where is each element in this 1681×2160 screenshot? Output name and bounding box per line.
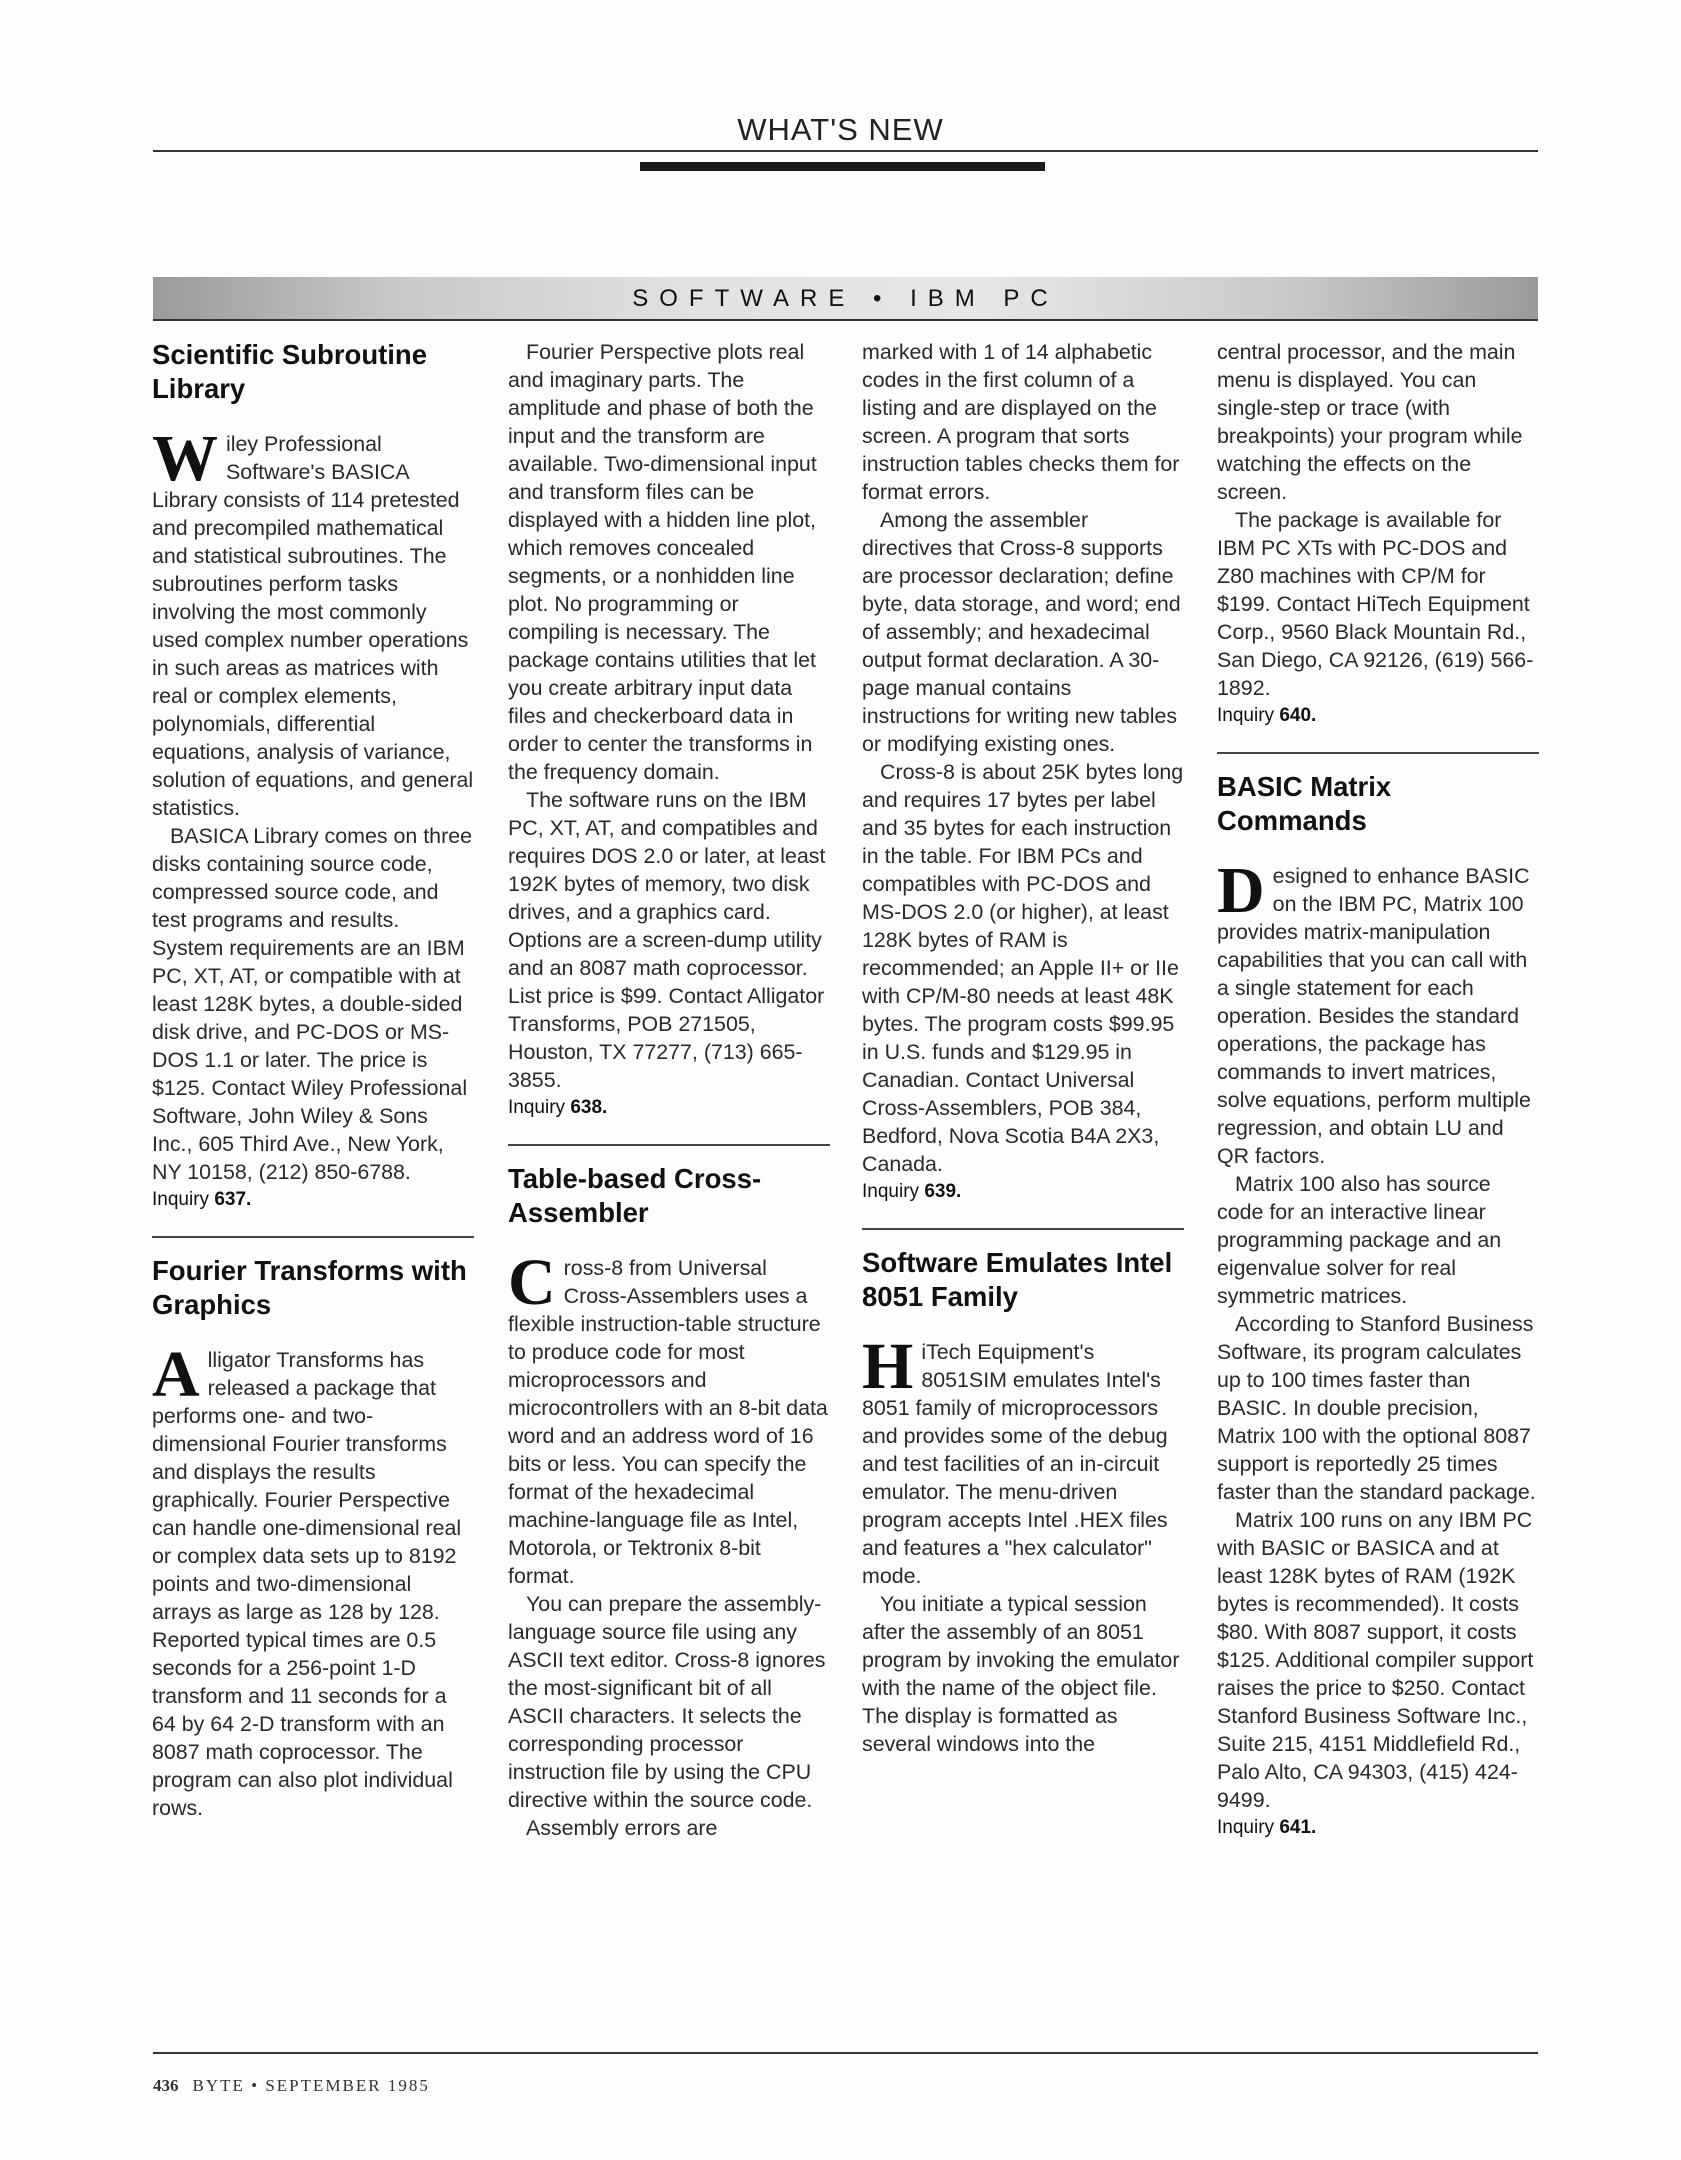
article-paragraph: Matrix 100 also has source code for an interactive linear programming package and an eigenvalue solver for real symmetric matrices.	[1217, 1172, 1502, 1308]
inquiry-label: Inquiry	[862, 1181, 920, 1202]
article-paragraph	[862, 1330, 1184, 1590]
article-separator	[508, 1144, 830, 1146]
inquiry-label: Inquiry	[1217, 705, 1275, 726]
column-3	[862, 338, 1184, 1758]
publication-line: BYTE • SEPTEMBER 1985	[192, 2076, 430, 2095]
article-paragraph: You initiate a typical session after the assembly of an 8051 program by invoking the emulator with the name of the object file. The display is formatted as several windows into the	[862, 1592, 1180, 1756]
article-paragraph: You can prepare the assembly-language source file using any ASCII text editor. Cross-8 ignores the most-significant bit of all ASCII characters. It selects the corresponding processor instruction file by using the CPU directive within the source code.	[508, 1592, 826, 1812]
inquiry-number: 638.	[570, 1097, 608, 1118]
article-title-basic-matrix: BASIC Matrix Commands	[1217, 771, 1392, 836]
article-paragraph	[152, 422, 474, 822]
article-title-scientific-subroutine: Scientific Subroutine Library	[152, 339, 428, 404]
article-title-8051-emulator: Software Emulates Intel 8051 Family	[862, 1247, 1173, 1312]
drop-cap: W	[152, 422, 218, 495]
inquiry-line	[862, 1178, 1184, 1206]
article-paragraph: BASICA Library comes on three disks containing source code, compressed source code, and test programs and results. System requirements are an IBM PC, XT, AT, or compatible with at least 128K bytes, a double-sided disk drive, and PC-DOS or MS-DOS 1.1 or later. The price is $125. Contact Wiley Professional Software, John Wiley & Sons Inc., 605 Third Ave., New York, NY 10158, (212) 850-6788.	[152, 824, 472, 1184]
inquiry-number: 641.	[1279, 1817, 1317, 1838]
article-paragraph: Cross-8 is about 25K bytes long and requires 17 bytes per label and 35 bytes for each instruction in the table. For IBM PCs and compatibles with PC-DOS and MS-DOS 2.0 (or higher), at least 128K bytes of RAM is recommended; an Apple II+ or IIe with CP/M-80 needs at least 48K bytes. The program costs $99.95 in U.S. funds and $129.95 in Canadian. Contact Universal Cross-Assemblers, POB 384, Bedford, Nova Scotia B4A 2X3, Canada.	[862, 760, 1184, 1176]
header-rule	[153, 150, 1538, 152]
inquiry-number: 637.	[214, 1189, 252, 1210]
inquiry-label: Inquiry	[152, 1189, 210, 1210]
article-paragraph: Matrix 100 runs on any IBM PC with BASIC or BASICA and at least 128K bytes of RAM (192K bytes is recommended). It costs $80. With 8087 support, it costs $125. Additional compiler support raises the price to $250. Contact Stanford Business Software Inc., Suite 215, 4151 Middlefield Rd., Palo Alto, CA 94303, (415) 424-9499.	[1217, 1508, 1534, 1812]
article-title-fourier-transforms: Fourier Transforms with Graphics	[152, 1255, 467, 1320]
column-2	[508, 338, 830, 1842]
paragraph-text: lligator Transforms has released a package that performs one- and two-dimensional Fourier transforms and displays the results graphically. Fourier Perspective can handle one-dimensional real or complex data sets up to 8192 points and two-dimensional arrays as large as 128 by 128. Reported typical times are 0.5 seconds for a 256-point 1-D transform and 11 seconds for a 64 by 64 2-D transform with an 8087 math coprocessor. The program can also plot individual rows.	[152, 1348, 462, 1820]
footer-rule	[153, 2052, 1538, 2054]
section-band	[153, 277, 1538, 321]
paragraph-text: iley Professional Software's BASICA Library consists of 114 pretested and precompiled mathematical and statistical subroutines. The subroutines perform tasks involving the most commonly used complex number operations in such areas as matrices with real or complex elements, polynomials, differential equations, analysis of variance, solution of equations, and general statistics.	[152, 432, 474, 820]
article-paragraph	[1217, 854, 1539, 1170]
article-paragraph: Assembly errors are	[526, 1816, 718, 1840]
inquiry-label: Inquiry	[1217, 1817, 1275, 1838]
inquiry-number: 640.	[1279, 705, 1317, 726]
section-label: SOFTWARE • IBM PC	[632, 285, 1059, 312]
column-4	[1217, 338, 1539, 1842]
article-paragraph: Among the assembler directives that Cross-8 supports are processor declaration; define byte, data storage, and word; end of assembly; and hexadecimal output format declaration. A 30-page manual contains instructions for writing new tables or modifying existing ones.	[862, 508, 1181, 756]
page-section-title: WHAT'S NEW	[737, 112, 944, 147]
drop-cap: D	[1217, 854, 1265, 927]
article-separator	[1217, 752, 1539, 754]
article-paragraph: According to Stanford Business Software, its program calculates up to 100 times faster than BASIC. In double precision, Matrix 100 with the optional 8087 support is reportedly 25 times faster than the standard package.	[1217, 1312, 1536, 1504]
inquiry-line	[152, 1186, 474, 1214]
paragraph-text: esigned to enhance BASIC on the IBM PC, Matrix 100 provides matrix-manipulation capabilities that you can call with a single statement for each operation. Besides the standard operations, the package has commands to invert matrices, solve equations, perform multiple regression, and obtain LU and QR factors.	[1217, 864, 1531, 1168]
article-paragraph: Fourier Perspective plots real and imaginary parts. The amplitude and phase of both the input and the transform are available. Two-dimensional input and transform files can be displayed with a hidden line plot, which removes concealed segments, or a nonhidden line plot. No programming or compiling is necessary. The package contains utilities that let you create arbitrary input data files and checkerboard data in order to center the transforms in the frequency domain.	[508, 340, 817, 784]
article-paragraph	[152, 1338, 474, 1822]
article-paragraph	[508, 1246, 830, 1590]
page-footer	[153, 2076, 430, 2096]
inquiry-line	[508, 1094, 830, 1122]
paragraph-text: iTech Equipment's 8051SIM emulates Intel's 8051 family of microprocessors and provides some of the debug and test facilities of an in-circuit emulator. The menu-driven program accepts Intel .HEX files and features a "hex calculator" mode.	[862, 1340, 1168, 1588]
article-paragraph: The software runs on the IBM PC, XT, AT, and compatibles and requires DOS 2.0 or later, at least 192K bytes of memory, two disk drives, and a graphics card. Options are a screen-dump utility and an 8087 math coprocessor. List price is $99. Contact Alligator Transforms, POB 271505, Houston, TX 77277, (713) 665-3855.	[508, 788, 826, 1092]
inquiry-line	[1217, 702, 1539, 730]
header-bar	[640, 162, 1045, 171]
article-paragraph: The package is available for IBM PC XTs with PC-DOS and Z80 machines with CP/M for $199. Contact HiTech Equipment Corp., 9560 Black Mountain Rd., San Diego, CA 92126, (619) 566-1892.	[1217, 508, 1534, 700]
article-paragraph: central processor, and the main menu is displayed. You can single-step or trace (with breakpoints) your program while watching the effects on the screen.	[1217, 340, 1523, 504]
inquiry-number: 639.	[924, 1181, 962, 1202]
article-paragraph: marked with 1 of 14 alphabetic codes in the first column of a listing and are displayed on the screen. A program that sorts instruction tables checks them for format errors.	[862, 340, 1180, 504]
drop-cap: H	[862, 1330, 914, 1403]
article-separator	[152, 1236, 474, 1238]
inquiry-label: Inquiry	[508, 1097, 566, 1118]
article-title-cross-assembler: Table-based Cross-Assembler	[508, 1163, 762, 1228]
column-1	[152, 338, 474, 1822]
drop-cap: A	[152, 1338, 200, 1411]
paragraph-text: ross-8 from Universal Cross-Assemblers uses a flexible instruction-table structure to produce code for most microprocessors and microcontrollers with an 8-bit data word and an address word of 16 bits or less. You can specify the format of the hexadecimal machine-language file as Intel, Motorola, or Tektronix 8-bit format.	[508, 1256, 828, 1588]
page-number: 436	[153, 2076, 179, 2095]
article-separator	[862, 1228, 1184, 1230]
inquiry-line	[1217, 1814, 1539, 1842]
drop-cap: C	[508, 1246, 556, 1319]
